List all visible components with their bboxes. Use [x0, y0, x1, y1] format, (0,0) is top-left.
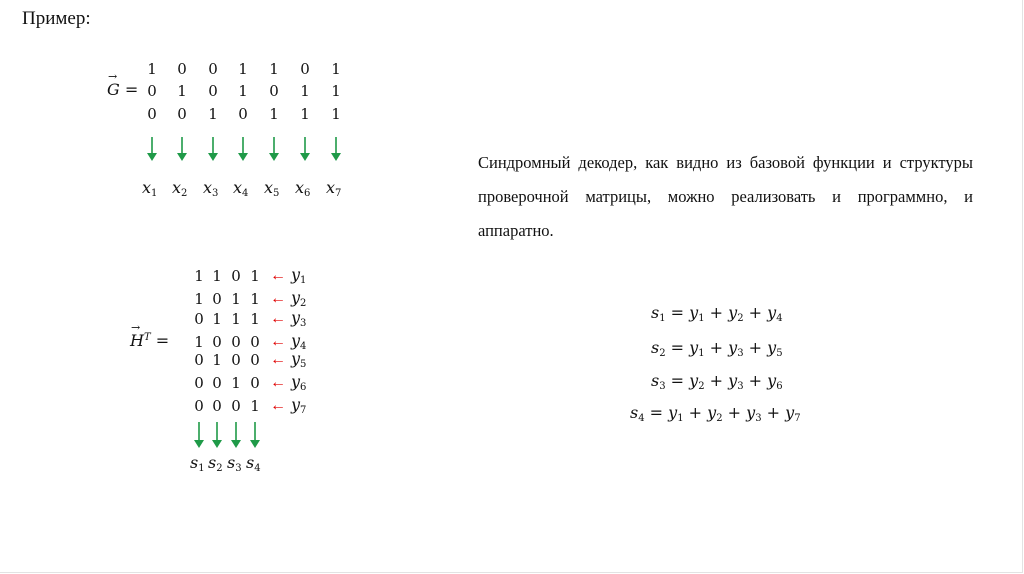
y-input-label-index: 2: [300, 298, 307, 309]
x-output-label-index: 7: [335, 188, 342, 199]
down-arrow-icon: [249, 422, 261, 448]
down-arrow-icon: [230, 422, 242, 448]
y-input-label-index: 7: [300, 405, 307, 416]
y-input-label-index: 4: [300, 341, 307, 352]
g-matrix-cell: 1: [331, 60, 341, 78]
h-matrix-cell: 1: [250, 267, 260, 285]
g-matrix-cell: 0: [147, 82, 157, 100]
syndrome-symbol-index: 3: [659, 381, 666, 392]
g-matrix-cell: 1: [238, 82, 248, 100]
down-arrow-icon: [176, 137, 188, 161]
x-output-label-index: 2: [181, 188, 188, 199]
y-term-index: 1: [677, 413, 684, 424]
s-output-label-index: 3: [235, 463, 242, 474]
h-matrix-cell: 1: [231, 374, 241, 392]
syndrome-symbol: $s_1$: [651, 303, 666, 324]
h-matrix-cell: 0: [250, 333, 260, 351]
down-arrow-icon: [237, 137, 249, 161]
operator: =: [665, 338, 690, 357]
h-matrix-cell: 1: [231, 310, 241, 328]
g-matrix-cell: 0: [177, 105, 187, 123]
y-term-index: 4: [776, 313, 783, 324]
syndrome-equation: [651, 340, 783, 359]
g-matrix-cell: 1: [269, 60, 279, 78]
y-input-label: $y_6$: [291, 372, 307, 393]
h-matrix-cell: 1: [194, 267, 204, 285]
operator: +: [704, 303, 729, 322]
g-matrix-cell: 0: [269, 82, 279, 100]
g-matrix-cell: 1: [208, 105, 218, 123]
g-matrix-cell: 1: [331, 105, 341, 123]
operator: +: [743, 303, 768, 322]
syndrome-equation: [651, 373, 783, 392]
x-output-label-index: 3: [212, 188, 219, 199]
g-matrix-label: [107, 82, 138, 98]
g-matrix-cell: 0: [147, 105, 157, 123]
y-term: $y_2$: [707, 403, 723, 424]
h-equals: =: [150, 331, 170, 350]
down-arrow-icon: [211, 422, 223, 448]
syndrome-equation: [630, 405, 801, 424]
y-term: $y_2$: [689, 371, 705, 392]
s-output-label: $s_4$: [246, 453, 261, 474]
syndrome-symbol-index: 2: [659, 348, 666, 359]
y-term-index: 1: [698, 348, 705, 359]
x-output-label: $x_3$: [203, 178, 219, 199]
y-term-index: 3: [755, 413, 762, 424]
y-term-index: 6: [776, 381, 783, 392]
down-arrow-icon: [299, 137, 311, 161]
h-symbol: → H: [130, 333, 144, 349]
y-input-label: $y_3$: [291, 308, 307, 329]
h-matrix-cell: 0: [194, 397, 204, 415]
h-matrix-cell: 1: [212, 351, 222, 369]
h-matrix-cell: 1: [194, 290, 204, 308]
h-matrix-cell: 0: [212, 333, 222, 351]
h-matrix-cell: 0: [194, 351, 204, 369]
h-matrix-cell: 0: [194, 374, 204, 392]
y-term: $y_3$: [728, 338, 744, 359]
g-matrix-cell: 1: [177, 82, 187, 100]
syndrome-symbol: $s_3$: [651, 371, 666, 392]
g-matrix-cell: 1: [238, 60, 248, 78]
s-output-label: $s_2$: [208, 453, 223, 474]
y-input-label-index: 3: [300, 318, 307, 329]
x-output-label-index: 6: [304, 188, 311, 199]
down-arrow-icon: [193, 422, 205, 448]
down-arrow-icon: [268, 137, 280, 161]
slide-title: Пример:: [22, 8, 91, 29]
y-input-label-index: 1: [300, 275, 307, 286]
h-matrix-cell: 0: [194, 310, 204, 328]
h-matrix-cell: 0: [231, 397, 241, 415]
syndrome-symbol: $s_4$: [630, 403, 645, 424]
y-input-label: $y_5$: [291, 349, 307, 370]
h-matrix-cell: 0: [212, 397, 222, 415]
h-matrix-cell: 1: [231, 290, 241, 308]
h-matrix-cell: 0: [250, 374, 260, 392]
h-matrix-cell: 0: [231, 351, 241, 369]
y-term: $y_4$: [767, 303, 783, 324]
y-term: $y_3$: [728, 371, 744, 392]
operator: +: [743, 338, 768, 357]
x-output-label-index: 5: [273, 188, 280, 199]
g-matrix-cell: 1: [300, 82, 310, 100]
y-term: $y_3$: [746, 403, 762, 424]
down-arrow-icon: [146, 137, 158, 161]
s-output-label-index: 1: [198, 463, 205, 474]
y-term-index: 7: [794, 413, 801, 424]
y-term: $y_7$: [785, 403, 801, 424]
y-term-index: 2: [698, 381, 705, 392]
x-output-label: $x_4$: [233, 178, 249, 199]
h-matrix-cell: 1: [250, 310, 260, 328]
operator: =: [644, 403, 669, 422]
y-input-label-index: 5: [300, 359, 307, 370]
operator: +: [704, 338, 729, 357]
h-matrix-cell: 1: [250, 397, 260, 415]
x-output-label: $x_1$: [142, 178, 158, 199]
g-symbol: → G: [107, 82, 120, 98]
g-matrix-cell: 0: [177, 60, 187, 78]
h-matrix-label: [130, 333, 169, 349]
h-superscript: T: [143, 332, 151, 343]
s-output-label: $s_3$: [227, 453, 242, 474]
syndrome-symbol-index: 1: [659, 313, 666, 324]
y-term-index: 3: [737, 348, 744, 359]
operator: +: [683, 403, 708, 422]
h-matrix-cell: 1: [194, 333, 204, 351]
g-matrix-cell: 0: [208, 82, 218, 100]
left-arrow-icon: ←: [270, 267, 286, 284]
left-arrow-icon: ←: [270, 374, 286, 391]
operator: =: [665, 371, 690, 390]
y-input-label: $y_7$: [291, 395, 307, 416]
s-output-label: $s_1$: [190, 453, 205, 474]
h-matrix-cell: 1: [250, 290, 260, 308]
x-output-label: $x_7$: [326, 178, 342, 199]
y-term-index: 5: [776, 348, 783, 359]
y-term: $y_6$: [767, 371, 783, 392]
h-matrix-cell: 0: [212, 290, 222, 308]
x-output-label-index: 4: [242, 188, 249, 199]
syndrome-symbol-index: 4: [638, 413, 645, 424]
x-output-label: $x_2$: [172, 178, 188, 199]
g-matrix-cell: 1: [147, 60, 157, 78]
operator: =: [665, 303, 690, 322]
y-term: $y_1$: [689, 338, 705, 359]
h-matrix-cell: 0: [231, 333, 241, 351]
s-output-label-index: 4: [254, 463, 261, 474]
x-output-label: $x_5$: [264, 178, 280, 199]
operator: +: [743, 371, 768, 390]
operator: +: [722, 403, 747, 422]
g-matrix-cell: 1: [269, 105, 279, 123]
y-term-index: 2: [737, 313, 744, 324]
syndrome-equation: [651, 305, 783, 324]
syndrome-symbol: $s_2$: [651, 338, 666, 359]
y-term: $y_1$: [689, 303, 705, 324]
left-arrow-icon: ←: [270, 310, 286, 327]
left-arrow-icon: ←: [270, 351, 286, 368]
x-output-label: $x_6$: [295, 178, 311, 199]
g-matrix-cell: 0: [208, 60, 218, 78]
g-equals: =: [119, 80, 139, 99]
h-matrix-cell: 0: [212, 374, 222, 392]
h-matrix-cell: 1: [212, 310, 222, 328]
x-output-label-index: 1: [151, 188, 158, 199]
left-arrow-icon: ←: [270, 397, 286, 414]
h-matrix-cell: 1: [212, 267, 222, 285]
down-arrow-icon: [207, 137, 219, 161]
y-term-index: 2: [716, 413, 723, 424]
g-matrix-cell: 0: [238, 105, 248, 123]
g-matrix-cell: 0: [300, 60, 310, 78]
g-matrix-cell: 1: [300, 105, 310, 123]
h-matrix-cell: 0: [231, 267, 241, 285]
left-arrow-icon: ←: [270, 290, 286, 307]
y-term: $y_1$: [668, 403, 684, 424]
operator: +: [704, 371, 729, 390]
s-output-label-index: 2: [216, 463, 223, 474]
y-term: $y_2$: [728, 303, 744, 324]
left-arrow-icon: ←: [270, 333, 286, 350]
y-input-label-index: 6: [300, 382, 307, 393]
h-matrix-cell: 0: [250, 351, 260, 369]
y-input-label: $y_2$: [291, 288, 307, 309]
y-term: $y_5$: [767, 338, 783, 359]
y-term-index: 3: [737, 381, 744, 392]
y-input-label: $y_1$: [291, 265, 307, 286]
y-input-label: $y_4$: [291, 331, 307, 352]
g-matrix-cell: 1: [331, 82, 341, 100]
down-arrow-icon: [330, 137, 342, 161]
description-paragraph: Синдромный декодер, как видно из базовой функции и структуры проверочной матрицы, можно реализовать и программно, и аппаратно.: [478, 153, 973, 240]
operator: +: [761, 403, 786, 422]
y-term-index: 1: [698, 313, 705, 324]
